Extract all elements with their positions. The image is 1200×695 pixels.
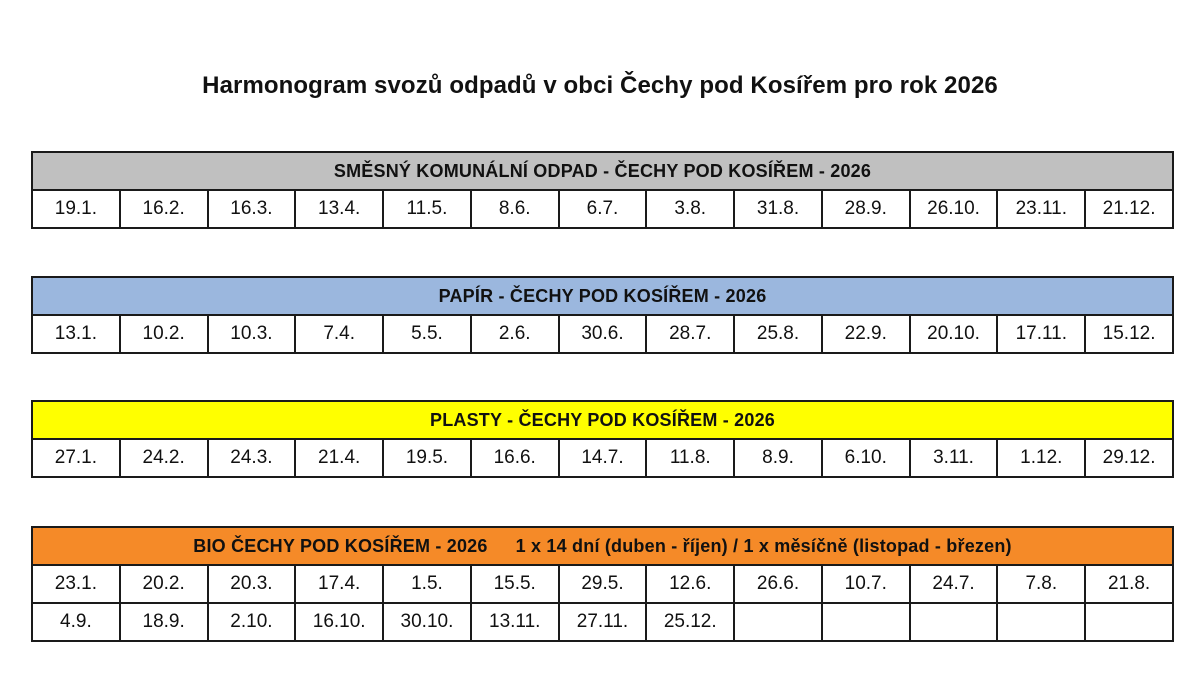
date-cell: 2.10. [208, 603, 296, 641]
section-header-smesny: SMĚSNÝ KOMUNÁLNÍ ODPAD - ČECHY POD KOSÍŘEM - 2026 [32, 152, 1173, 190]
date-cell: 16.6. [471, 439, 559, 477]
section-header-plasty: PLASTY - ČECHY POD KOSÍŘEM - 2026 [32, 401, 1173, 439]
date-cell: 27.11. [559, 603, 647, 641]
date-cell: 10.2. [120, 315, 208, 353]
schedule-table-papir [31, 276, 1174, 354]
date-cell: 24.7. [910, 565, 998, 603]
date-cell [997, 603, 1085, 641]
date-cell: 16.10. [295, 603, 383, 641]
date-cell: 13.1. [32, 315, 120, 353]
date-cell: 29.12. [1085, 439, 1173, 477]
date-row [32, 565, 1173, 603]
date-row [32, 603, 1173, 641]
date-cell: 17.4. [295, 565, 383, 603]
date-cell: 13.11. [471, 603, 559, 641]
date-cell [910, 603, 998, 641]
date-cell: 29.5. [559, 565, 647, 603]
date-cell: 6.10. [822, 439, 910, 477]
date-cell: 15.12. [1085, 315, 1173, 353]
date-cell: 18.9. [120, 603, 208, 641]
date-cell: 11.5. [383, 190, 471, 228]
date-cell: 19.1. [32, 190, 120, 228]
schedule-table-bio [31, 526, 1174, 642]
date-cell: 8.9. [734, 439, 822, 477]
schedule-table-plasty [31, 400, 1174, 478]
date-cell: 15.5. [471, 565, 559, 603]
date-cell: 26.6. [734, 565, 822, 603]
date-cell: 20.3. [208, 565, 296, 603]
section-header-bio [32, 527, 1173, 565]
date-row [32, 190, 1173, 228]
bio-header-title: BIO ČECHY POD KOSÍŘEM - 2026 [193, 535, 488, 556]
date-cell: 7.4. [295, 315, 383, 353]
schedule-table-smesny [31, 151, 1174, 229]
date-cell: 1.5. [383, 565, 471, 603]
date-cell: 31.8. [734, 190, 822, 228]
page-title: Harmonogram svozů odpadů v obci Čechy pod Kosířem pro rok 2026 [202, 72, 998, 99]
date-cell: 16.3. [208, 190, 296, 228]
date-cell: 12.6. [646, 565, 734, 603]
date-cell: 11.8. [646, 439, 734, 477]
date-cell: 10.7. [822, 565, 910, 603]
date-cell: 23.1. [32, 565, 120, 603]
date-cell: 22.9. [822, 315, 910, 353]
date-cell: 3.8. [646, 190, 734, 228]
date-cell: 30.10. [383, 603, 471, 641]
date-cell: 21.4. [295, 439, 383, 477]
date-cell: 20.10. [910, 315, 998, 353]
date-cell [822, 603, 910, 641]
date-cell: 1.12. [997, 439, 1085, 477]
date-cell: 28.9. [822, 190, 910, 228]
date-cell: 23.11. [997, 190, 1085, 228]
date-cell: 17.11. [997, 315, 1085, 353]
date-cell: 14.7. [559, 439, 647, 477]
date-row [32, 439, 1173, 477]
date-cell: 16.2. [120, 190, 208, 228]
date-cell: 10.3. [208, 315, 296, 353]
date-cell: 6.7. [559, 190, 647, 228]
date-cell: 7.8. [997, 565, 1085, 603]
bio-header-frequency: 1 x 14 dní (duben - říjen) / 1 x měsíčně (listopad - březen) [515, 535, 1012, 556]
date-cell: 25.8. [734, 315, 822, 353]
date-cell [1085, 603, 1173, 641]
date-cell: 5.5. [383, 315, 471, 353]
date-cell: 25.12. [646, 603, 734, 641]
date-cell: 2.6. [471, 315, 559, 353]
date-cell: 21.8. [1085, 565, 1173, 603]
date-cell: 28.7. [646, 315, 734, 353]
date-cell: 24.3. [208, 439, 296, 477]
date-cell: 8.6. [471, 190, 559, 228]
date-cell [734, 603, 822, 641]
date-row [32, 315, 1173, 353]
date-cell: 4.9. [32, 603, 120, 641]
date-cell: 27.1. [32, 439, 120, 477]
date-cell: 21.12. [1085, 190, 1173, 228]
date-cell: 30.6. [559, 315, 647, 353]
section-header-papir: PAPÍR - ČECHY POD KOSÍŘEM - 2026 [32, 277, 1173, 315]
date-cell: 26.10. [910, 190, 998, 228]
date-cell: 3.11. [910, 439, 998, 477]
date-cell: 19.5. [383, 439, 471, 477]
date-cell: 13.4. [295, 190, 383, 228]
date-cell: 24.2. [120, 439, 208, 477]
date-cell: 20.2. [120, 565, 208, 603]
